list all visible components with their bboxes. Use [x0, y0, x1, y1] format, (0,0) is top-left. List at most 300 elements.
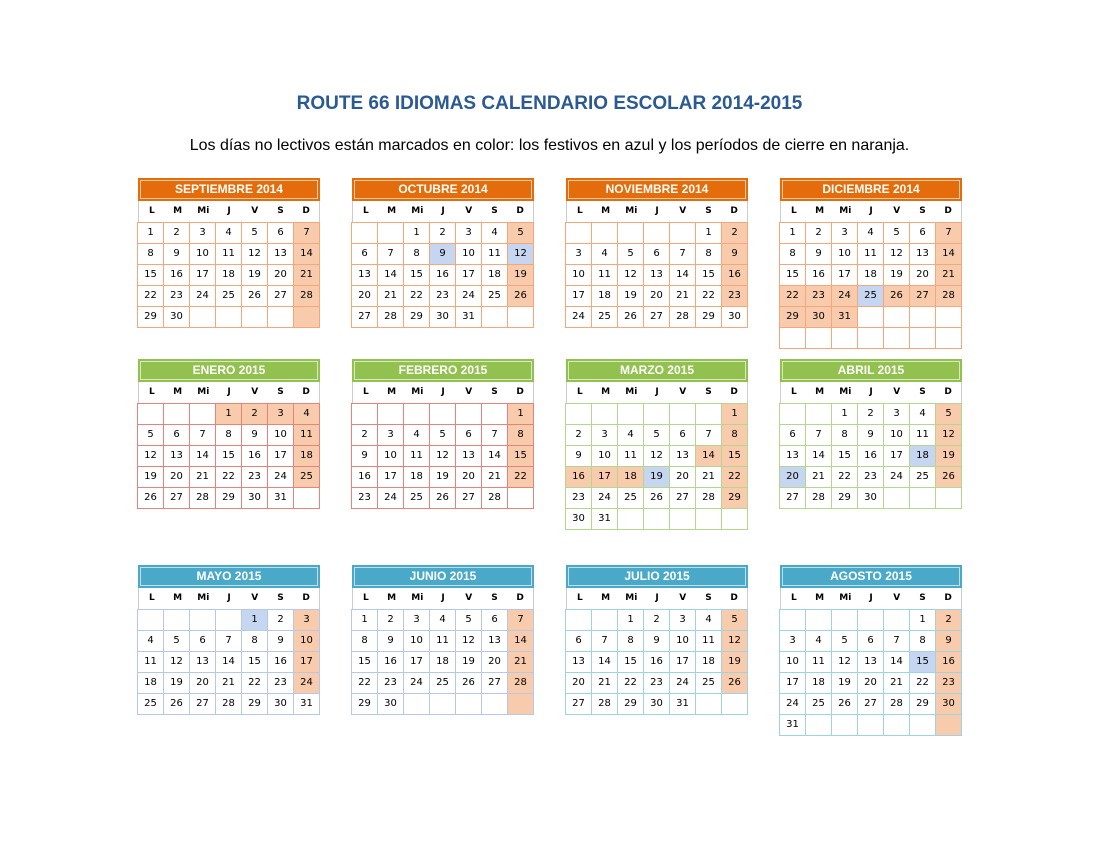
day-cell: 9 [722, 244, 748, 265]
empty-cell [644, 404, 670, 425]
day-cell: 30 [268, 694, 294, 715]
month-title: AGOSTO 2015 [782, 567, 960, 586]
empty-cell [696, 694, 722, 715]
empty-cell [832, 610, 858, 631]
day-cell: 18 [138, 673, 164, 694]
day-cell: 22 [138, 286, 164, 307]
day-cell: 25 [696, 673, 722, 694]
empty-cell [378, 404, 404, 425]
day-cell: 21 [190, 467, 216, 488]
day-cell: 4 [482, 223, 508, 244]
day-cell: 29 [352, 694, 378, 715]
day-cell: 18 [910, 446, 936, 467]
weekday-label: V [465, 387, 473, 397]
day-cell: 17 [378, 467, 404, 488]
day-cell: 4 [696, 610, 722, 631]
month-title: FEBRERO 2015 [354, 361, 532, 380]
day-grid [137, 403, 320, 509]
weekday-label: S [277, 593, 284, 603]
day-cell: 24 [456, 286, 482, 307]
day-cell: 7 [884, 631, 910, 652]
day-cell: 14 [508, 631, 534, 652]
day-cell: 26 [832, 694, 858, 715]
day-cell: 15 [508, 446, 534, 467]
day-cell: 10 [268, 425, 294, 446]
day-cell: 26 [644, 488, 670, 509]
day-cell: 20 [858, 673, 884, 694]
day-cell: 21 [216, 673, 242, 694]
empty-cell [294, 488, 320, 509]
day-cell: 27 [644, 307, 670, 328]
empty-cell [566, 223, 592, 244]
weekday-header-row [352, 201, 534, 222]
day-cell: 22 [780, 286, 806, 307]
day-cell: 3 [566, 244, 592, 265]
day-cell: 13 [456, 446, 482, 467]
day-cell: 24 [378, 488, 404, 509]
day-cell: 11 [216, 244, 242, 265]
day-cell: 2 [378, 610, 404, 631]
day-cell: 3 [190, 223, 216, 244]
day-cell: 23 [242, 467, 268, 488]
month-header [780, 565, 962, 588]
day-cell: 3 [670, 610, 696, 631]
weekday-label: J [441, 593, 445, 603]
day-cell: 2 [806, 223, 832, 244]
day-cell: 31 [832, 307, 858, 328]
day-cell: 14 [190, 446, 216, 467]
month-header [352, 359, 534, 382]
day-cell: 26 [722, 673, 748, 694]
day-grid [351, 403, 534, 509]
day-cell: 28 [592, 694, 618, 715]
day-grid [137, 609, 320, 715]
weekday-label: J [655, 387, 659, 397]
weekday-label: M [387, 387, 397, 397]
day-grid [565, 222, 748, 328]
day-cell: 16 [936, 652, 962, 673]
day-cell: 13 [352, 265, 378, 286]
day-cell: 9 [378, 631, 404, 652]
month-title: OCTUBRE 2014 [354, 180, 532, 199]
day-cell: 5 [164, 631, 190, 652]
weekday-label: S [705, 387, 712, 397]
day-cell: 31 [294, 694, 320, 715]
day-cell: 14 [216, 652, 242, 673]
weekday-label: V [679, 387, 687, 397]
weekday-label: L [576, 387, 583, 397]
month-calendar [138, 565, 320, 715]
day-cell: 4 [404, 425, 430, 446]
month-calendar [352, 359, 534, 509]
weekday-label: V [679, 206, 687, 216]
day-cell: 18 [806, 673, 832, 694]
day-grid [779, 403, 962, 509]
day-cell: 8 [722, 425, 748, 446]
month-calendar [352, 565, 534, 715]
day-cell: 21 [884, 673, 910, 694]
day-cell: 24 [832, 286, 858, 307]
day-cell: 25 [806, 694, 832, 715]
empty-cell [806, 404, 832, 425]
day-cell: 8 [508, 425, 534, 446]
day-cell: 15 [352, 652, 378, 673]
day-cell: 11 [430, 631, 456, 652]
weekday-label: D [944, 387, 952, 397]
day-cell: 30 [722, 307, 748, 328]
day-cell: 7 [806, 425, 832, 446]
day-cell: 19 [722, 652, 748, 673]
day-cell: 10 [884, 425, 910, 446]
weekday-label: D [516, 593, 524, 603]
day-cell: 24 [294, 673, 320, 694]
weekday-label: Mi [197, 206, 210, 216]
day-cell: 20 [190, 673, 216, 694]
day-cell: 23 [378, 673, 404, 694]
day-cell: 7 [190, 425, 216, 446]
day-cell: 4 [618, 425, 644, 446]
day-cell: 2 [858, 404, 884, 425]
weekday-header-row [566, 382, 748, 403]
weekday-label: V [893, 593, 901, 603]
weekday-label: J [441, 387, 445, 397]
day-cell: 12 [618, 265, 644, 286]
day-cell: 26 [164, 694, 190, 715]
day-cell: 27 [566, 694, 592, 715]
day-cell: 10 [592, 446, 618, 467]
day-cell: 10 [832, 244, 858, 265]
empty-cell [670, 223, 696, 244]
day-cell: 10 [780, 652, 806, 673]
day-cell: 22 [352, 673, 378, 694]
day-cell: 21 [508, 652, 534, 673]
day-cell: 29 [780, 307, 806, 328]
day-cell: 17 [592, 467, 618, 488]
weekday-header-row [138, 588, 320, 609]
day-cell: 13 [858, 652, 884, 673]
day-cell: 5 [242, 223, 268, 244]
day-cell: 23 [268, 673, 294, 694]
day-cell: 4 [910, 404, 936, 425]
empty-cell [404, 694, 430, 715]
day-cell: 27 [268, 286, 294, 307]
weekday-label: J [227, 593, 231, 603]
day-cell: 3 [378, 425, 404, 446]
empty-cell [216, 307, 242, 328]
day-cell: 17 [884, 446, 910, 467]
month-calendar [780, 359, 962, 509]
day-cell: 10 [566, 265, 592, 286]
month-calendar [138, 359, 320, 509]
empty-cell [832, 328, 858, 349]
day-cell: 30 [644, 694, 670, 715]
day-cell: 22 [508, 467, 534, 488]
month-title: NOVIEMBRE 2014 [568, 180, 746, 199]
day-cell: 18 [294, 446, 320, 467]
day-cell: 14 [592, 652, 618, 673]
day-cell: 9 [644, 631, 670, 652]
empty-cell [482, 404, 508, 425]
weekday-label: Mi [411, 387, 424, 397]
weekday-label: M [387, 206, 397, 216]
empty-cell [404, 404, 430, 425]
empty-cell [936, 307, 962, 328]
day-cell: 24 [780, 694, 806, 715]
empty-cell [190, 404, 216, 425]
day-cell: 14 [936, 244, 962, 265]
weekday-label: J [869, 206, 873, 216]
day-cell: 27 [164, 488, 190, 509]
empty-cell [592, 223, 618, 244]
day-cell: 9 [268, 631, 294, 652]
empty-cell [618, 223, 644, 244]
day-cell: 3 [832, 223, 858, 244]
day-cell: 20 [268, 265, 294, 286]
weekday-label: J [227, 206, 231, 216]
day-cell: 3 [404, 610, 430, 631]
day-cell: 13 [566, 652, 592, 673]
day-cell: 6 [456, 425, 482, 446]
weekday-label: Mi [839, 206, 852, 216]
empty-cell [832, 715, 858, 736]
day-cell: 9 [352, 446, 378, 467]
day-cell: 31 [268, 488, 294, 509]
day-cell: 24 [566, 307, 592, 328]
legend-text: Los días no lectivos están marcados en color: los festivos en azul y los períodos de cierre en naranja. [189, 137, 910, 154]
day-cell: 16 [566, 467, 592, 488]
weekday-label: S [491, 206, 498, 216]
empty-cell [910, 488, 936, 509]
day-cell: 25 [482, 286, 508, 307]
day-cell: 26 [618, 307, 644, 328]
day-cell: 15 [216, 446, 242, 467]
day-cell: 4 [138, 631, 164, 652]
day-cell: 25 [592, 307, 618, 328]
day-cell: 14 [884, 652, 910, 673]
weekday-header-row [780, 201, 962, 222]
day-cell: 1 [780, 223, 806, 244]
day-cell: 22 [404, 286, 430, 307]
day-cell: 28 [936, 286, 962, 307]
empty-cell [670, 509, 696, 530]
weekday-label: L [576, 206, 583, 216]
day-cell: 19 [508, 265, 534, 286]
weekday-label: S [705, 593, 712, 603]
weekday-label: L [790, 206, 797, 216]
month-title: ABRIL 2015 [782, 361, 960, 380]
day-cell: 5 [884, 223, 910, 244]
day-cell: 10 [404, 631, 430, 652]
day-cell: 13 [670, 446, 696, 467]
day-cell: 15 [138, 265, 164, 286]
day-cell: 27 [352, 307, 378, 328]
day-cell: 31 [456, 307, 482, 328]
day-cell: 28 [482, 488, 508, 509]
day-cell: 7 [294, 223, 320, 244]
day-cell: 16 [806, 265, 832, 286]
weekday-header-row [566, 201, 748, 222]
month-header [138, 359, 320, 382]
weekday-label: S [491, 593, 498, 603]
month-title: JULIO 2015 [568, 567, 746, 586]
weekday-header-row [566, 588, 748, 609]
day-cell: 2 [352, 425, 378, 446]
day-cell: 24 [190, 286, 216, 307]
empty-cell [780, 404, 806, 425]
month-header [352, 565, 534, 588]
day-cell: 7 [482, 425, 508, 446]
day-cell: 28 [806, 488, 832, 509]
day-grid [137, 222, 320, 328]
day-cell: 12 [138, 446, 164, 467]
day-cell: 17 [404, 652, 430, 673]
day-cell: 19 [618, 286, 644, 307]
weekday-label: D [516, 387, 524, 397]
empty-cell [482, 307, 508, 328]
weekday-label: J [227, 387, 231, 397]
day-cell: 12 [884, 244, 910, 265]
day-cell: 16 [352, 467, 378, 488]
empty-cell [670, 404, 696, 425]
day-cell: 11 [138, 652, 164, 673]
month-calendar [352, 178, 534, 328]
day-cell: 8 [404, 244, 430, 265]
day-grid [779, 609, 962, 736]
day-cell: 19 [884, 265, 910, 286]
day-cell: 22 [832, 467, 858, 488]
day-cell: 28 [216, 694, 242, 715]
weekday-header-row [352, 382, 534, 403]
weekday-label: D [516, 206, 524, 216]
day-cell: 13 [190, 652, 216, 673]
day-cell: 27 [780, 488, 806, 509]
empty-cell [806, 715, 832, 736]
weekday-label: D [944, 593, 952, 603]
weekday-label: M [601, 387, 611, 397]
day-cell: 5 [456, 610, 482, 631]
day-cell: 29 [832, 488, 858, 509]
empty-cell [858, 328, 884, 349]
weekday-label: L [362, 387, 369, 397]
day-cell: 1 [138, 223, 164, 244]
month-header [780, 178, 962, 201]
day-cell: 18 [618, 467, 644, 488]
day-cell: 2 [164, 223, 190, 244]
empty-cell [858, 715, 884, 736]
day-cell: 26 [138, 488, 164, 509]
day-cell: 19 [164, 673, 190, 694]
empty-cell [858, 610, 884, 631]
day-cell: 10 [456, 244, 482, 265]
day-cell: 20 [910, 265, 936, 286]
weekday-label: M [387, 593, 397, 603]
empty-cell [806, 328, 832, 349]
empty-cell [592, 404, 618, 425]
day-cell: 6 [190, 631, 216, 652]
day-cell: 12 [722, 631, 748, 652]
day-cell: 26 [936, 467, 962, 488]
empty-cell [164, 610, 190, 631]
day-cell: 12 [430, 446, 456, 467]
day-cell: 27 [858, 694, 884, 715]
empty-cell [722, 509, 748, 530]
day-cell: 11 [696, 631, 722, 652]
day-cell: 27 [456, 488, 482, 509]
day-cell: 23 [430, 286, 456, 307]
day-cell: 25 [618, 488, 644, 509]
empty-cell [618, 509, 644, 530]
day-cell: 13 [780, 446, 806, 467]
empty-cell [858, 307, 884, 328]
day-cell: 21 [482, 467, 508, 488]
day-cell: 5 [430, 425, 456, 446]
weekday-label: D [944, 206, 952, 216]
weekday-label: D [302, 387, 310, 397]
day-cell: 29 [216, 488, 242, 509]
day-cell: 17 [780, 673, 806, 694]
empty-cell [780, 610, 806, 631]
day-cell: 15 [618, 652, 644, 673]
day-cell: 15 [722, 446, 748, 467]
day-cell: 30 [164, 307, 190, 328]
day-cell: 30 [858, 488, 884, 509]
day-cell: 25 [910, 467, 936, 488]
weekday-label: J [655, 206, 659, 216]
weekday-label: Mi [411, 593, 424, 603]
empty-cell [138, 610, 164, 631]
weekday-label: Mi [625, 593, 638, 603]
empty-cell [294, 307, 320, 328]
weekday-label: L [148, 593, 155, 603]
day-cell: 28 [884, 694, 910, 715]
weekday-label: Mi [625, 206, 638, 216]
empty-cell [378, 223, 404, 244]
empty-cell [780, 328, 806, 349]
day-grid [779, 222, 962, 349]
day-cell: 31 [670, 694, 696, 715]
weekday-label: L [362, 206, 369, 216]
day-cell: 25 [430, 673, 456, 694]
day-cell: 4 [216, 223, 242, 244]
day-cell: 26 [508, 286, 534, 307]
day-cell: 21 [696, 467, 722, 488]
day-cell: 25 [294, 467, 320, 488]
weekday-label: M [815, 206, 825, 216]
empty-cell [910, 307, 936, 328]
weekday-label: S [277, 206, 284, 216]
day-cell: 13 [482, 631, 508, 652]
day-cell: 27 [190, 694, 216, 715]
day-cell: 26 [430, 488, 456, 509]
day-cell: 9 [566, 446, 592, 467]
page-title: ROUTE 66 IDIOMAS CALENDARIO ESCOLAR 2014-2015 [296, 93, 803, 114]
day-cell: 30 [806, 307, 832, 328]
day-cell: 18 [430, 652, 456, 673]
day-cell: 1 [832, 404, 858, 425]
day-cell: 7 [592, 631, 618, 652]
day-cell: 31 [592, 509, 618, 530]
weekday-label: D [730, 387, 738, 397]
day-cell: 6 [268, 223, 294, 244]
day-cell: 6 [858, 631, 884, 652]
day-cell: 9 [242, 425, 268, 446]
empty-cell [618, 404, 644, 425]
empty-cell [644, 509, 670, 530]
day-cell: 8 [138, 244, 164, 265]
day-cell: 20 [352, 286, 378, 307]
empty-cell [190, 307, 216, 328]
weekday-label: V [251, 387, 259, 397]
